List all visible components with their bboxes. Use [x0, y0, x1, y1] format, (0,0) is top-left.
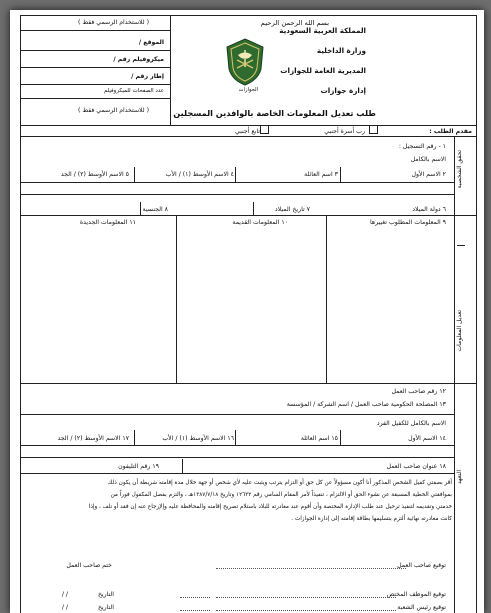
full-name-label: الاسم بالكامل [410, 156, 446, 163]
pledge-line-2: بموافقتي الخطية المسبقة عن نشوء الحق أو الالتزام ، تنفيذاً لأمر المقام السامي رقم ١٢٦٣٢ وتاريخ ١٣٨٧/٧/١٨هـ ، والتزم بفصل المكفول فوراً من [110, 492, 452, 498]
clerk-date-label: التاريخ [97, 591, 114, 598]
sponsor-first-name-label: ١٤ الاسم الأول [408, 435, 446, 442]
section3-side-label: التعهد [456, 470, 463, 485]
microfilm-label: ميكروفيلم رقم / [113, 56, 164, 63]
emblem-caption: الجوازات [238, 87, 258, 93]
basmala: بسم الله الرحمن الرحيم [260, 19, 329, 27]
birth-country-label: ٦ دولة الميلاد [412, 206, 446, 213]
form-title: طلب تعديل المعلومات الخاصة بالوافدين المسجلين [173, 108, 376, 118]
clerk-date-slashes: / / [61, 591, 68, 598]
form-page [10, 10, 484, 613]
header-bottom-line [20, 125, 476, 126]
employer-stamp-label: ختم صاحب العمل [66, 562, 112, 569]
employer-signature-line[interactable] [216, 568, 406, 569]
single-sponsor-name-label: الاسم بالكامل للكفيل الفرد [376, 420, 446, 427]
location-label: الموقع / [138, 39, 164, 46]
nationality-label: ٨ الجنسية [142, 206, 168, 213]
employer-signature-label: توقيع صاحب العمل [397, 562, 446, 569]
clerk-signature-line[interactable] [216, 597, 396, 598]
pages-count-label: عدد الصفحات للميكروفيلم [103, 88, 164, 94]
official-use-top: ( للاستخدام الرسمي فقط ) [77, 19, 149, 26]
new-info-label: ١١ المعلومات الجديدة [79, 219, 136, 226]
clerk-signature-label: توقيع الموظف المختص [386, 591, 446, 598]
head-signature-label: توقيع رئيس الشعبة [397, 604, 446, 611]
pledge-line-4: كانت مغادرته نهائية ألتزم بتسليمها بطاقة إقامته إلى إدارة الجوازات . [291, 516, 452, 522]
frame-label: إطار رقم / [131, 73, 164, 80]
head-signature-line[interactable] [216, 610, 396, 611]
dependent-checkbox[interactable] [260, 125, 269, 134]
applicant-type-label: مقدم الطلب : [429, 128, 472, 135]
clerk-date-line[interactable] [180, 597, 210, 598]
passports-emblem-icon [222, 36, 268, 88]
head-of-family-option: رب أسرة أجنبي [324, 128, 365, 135]
head-date-slashes: / / [61, 604, 68, 611]
reg-number-label: ١ - رقم التسجيل : [398, 143, 446, 150]
head-date-label: التاريخ [97, 604, 114, 611]
old-info-label: ١٠ المعلومات القديمة [232, 219, 288, 226]
side-column-divider [454, 136, 455, 613]
first-name-label: ٢ الاسم الأول [411, 171, 446, 178]
head-of-family-checkbox[interactable] [369, 125, 378, 134]
birth-date-label: ٧ تاريخ الميلاد [274, 206, 310, 213]
pledge-line-1: أقر بصفتي كفيل الشخص المذكور أنا أكون مسؤولاً عن كل حق أو التزام يترتب ويثبت عليه لأي شخص أو جهة خلال مدة إقامته شريطة أن يكون ذلك [107, 480, 452, 486]
gov-interest-label: ١٣ المصلحة الحكومية صاحب العمل / اسم الشركة / المؤسسة [286, 401, 446, 408]
family-name-label: ٣ اسم العائلة [304, 171, 338, 178]
head-date-line[interactable] [180, 610, 210, 611]
grandfather-name-label: ٥ الاسم الأوسط (٢) / الجد [60, 171, 129, 178]
official-use-bottom: ( للاستخدام الرسمي فقط ) [77, 107, 149, 114]
org-line-2: وزارة الداخلية [316, 46, 366, 55]
sponsor-grandfather-name-label: ١٧ الاسم الأوسط (٢) / الجد [57, 435, 129, 442]
sponsor-father-name-label: ١٦ الاسم الأوسط (١) / الأب [162, 435, 234, 442]
employer-number-label: ١٢ رقم صاحب العمل [391, 388, 446, 395]
section1-side-label: تحقق الشخصية [456, 150, 463, 189]
sponsor-family-name-label: ١٥ اسم العائلة [300, 435, 338, 442]
employer-address-label: ١٨ عنوان صاحب العمل [386, 463, 446, 470]
org-line-4: إدارة جوازات [320, 86, 366, 95]
org-line-3: المديرية العامة للجوازات [280, 66, 366, 75]
info-to-change-label: ٩ المعلومات المطلوب تغييرها [370, 219, 446, 226]
dependent-option: تابع أجنبي [234, 128, 260, 135]
phone-label: ١٩ رقم التليفون [118, 463, 159, 470]
org-line-1: المملكة العربية السعودية [279, 26, 366, 35]
pledge-line-3: خدمتي وتقديمه لتنفيذ ترحيل عند طلب الإدارة المختصة وأن أقوم عند مغادرته للبلاد باستلام تصريح إقامته والمحافظة عليه وإلإرجاع عنه إن فقد أو تلف ، وإذا [88, 504, 452, 510]
header-divider [170, 15, 171, 125]
father-name-label: ٤ الاسم الأوسط (١) / الأب [165, 171, 234, 178]
section2-side-label: تعديل المعلومات [456, 310, 463, 352]
